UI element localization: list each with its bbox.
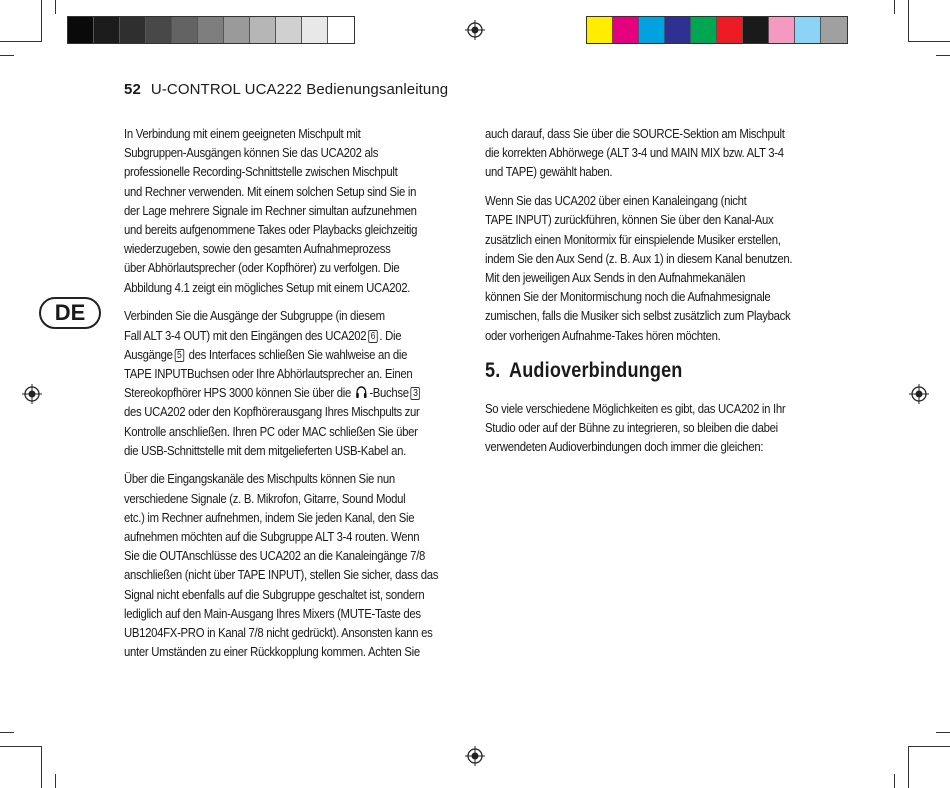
text-line: Studio oder auf der Bühne zu integrieren, so bleiben die dabei — [485, 419, 778, 435]
crop-mark — [894, 0, 895, 14]
color-swatch — [276, 17, 302, 43]
registration-mark-icon — [465, 20, 485, 40]
registration-mark-icon — [22, 384, 42, 404]
text-line: wiederzugeben, sowie den gesamten Aufnahmeprozess — [124, 241, 391, 257]
color-swatch — [743, 17, 769, 43]
document-title: U-CONTROL UCA222 Bedienungsanleitung — [150, 81, 449, 98]
text-run: . Die — [379, 327, 402, 343]
color-swatch — [94, 17, 120, 43]
text-line: TAPE INPUT) zurückführen, können Sie über den Kanal-Aux — [485, 212, 774, 228]
text-line: die korrekten Abhörwege (ALT 3-4 und MAIN MIX bzw. ALT 3-4 — [485, 145, 784, 161]
text-line: So viele verschiedene Möglichkeiten es gibt, das UCA202 in Ihr — [485, 400, 786, 416]
text-line: unter Umständen zu einer Rückkopplung kommen. Achten Sie — [124, 644, 420, 660]
color-swatch — [717, 17, 743, 43]
text-line: lediglich auf den Main-Ausgang Ihres Mixers (MUTE-Taste des — [124, 605, 421, 621]
registration-mark-icon — [465, 746, 485, 766]
crop-mark — [0, 732, 14, 733]
crop-mark — [41, 746, 42, 788]
reference-number-box: 3 — [411, 387, 421, 400]
crop-mark — [0, 55, 14, 56]
text-line: die USB-Schnittstelle mit dem mitgelieferten USB-Kabel an. — [124, 442, 406, 458]
crop-mark — [0, 41, 42, 42]
color-swatch — [691, 17, 717, 43]
color-swatch — [639, 17, 665, 43]
page-number: 52 — [124, 81, 141, 98]
text-line: auch darauf, dass Sie über die SOURCE-Sektion am Mischpult — [485, 126, 785, 141]
text-line: über Abhörlautsprecher (oder Kopfhörer) zu verfolgen. Die — [124, 260, 400, 276]
registration-mark-icon — [909, 384, 929, 404]
text-line: professionelle Recording-Schnittstelle zwischen Mischpult — [124, 164, 398, 180]
text-line: des UCA202 oder den Kopfhörerausgang Ihres Mischpults zur — [124, 404, 420, 420]
text-run: -Buchse — [369, 385, 409, 401]
text-line: Verbinden Sie die Ausgänge der Subgruppe (in diesem — [124, 308, 385, 324]
left-column — [124, 124, 465, 671]
reference-number-box: 6 — [368, 330, 378, 343]
crop-mark — [908, 0, 909, 42]
crop-mark — [908, 746, 909, 788]
text-line: In Verbindung mit einem geeigneten Mischpult mit — [124, 126, 361, 141]
paragraph — [485, 191, 826, 345]
section-title: Audioverbindungen — [509, 358, 683, 382]
color-swatch — [769, 17, 795, 43]
text-line: und Rechner verwenden. Mit einem solchen Setup sind Sie in — [124, 183, 417, 199]
crop-mark — [908, 746, 950, 747]
paragraph — [124, 469, 465, 661]
text-run: Fall ALT 3-4 OUT) mit den Eingängen des UCA202 — [124, 327, 367, 343]
crop-mark — [936, 732, 950, 733]
color-swatch — [146, 17, 172, 43]
text-line: oder vorherigen Aufnahme-Takes hören möchten. — [485, 327, 721, 343]
color-swatch — [821, 17, 847, 43]
headphones-icon — [356, 386, 368, 398]
color-swatch — [198, 17, 224, 43]
process-color-bar — [586, 16, 848, 44]
color-swatch — [328, 17, 354, 43]
crop-mark — [41, 0, 42, 42]
color-swatch — [613, 17, 639, 43]
right-column — [485, 124, 826, 466]
text-line: Sie die OUTAnschlüsse des UCA202 an die Kanaleingänge 7/8 — [124, 548, 426, 564]
text-line — [124, 326, 465, 345]
text-line: verwendeten Audioverbindungen doch immer die gleichen: — [485, 439, 764, 455]
text-line: der Lage mehrere Signale im Rechner simultan aufzunehmen — [124, 202, 417, 218]
text-line: Signal nicht ebenfalls auf die Subgruppe geschaltet ist, sondern — [124, 586, 425, 602]
paragraph — [124, 306, 465, 460]
grayscale-color-bar — [67, 16, 355, 44]
text-line: Über die Eingangskanäle des Mischpults können Sie nun — [124, 471, 395, 487]
crop-mark — [894, 774, 895, 788]
text-line: zumischen, falls die Musiker sich selbst zusätzlich zum Playback — [485, 308, 791, 324]
paragraph — [124, 124, 465, 297]
text-line: Subgruppen-Ausgängen können Sie das UCA202 als — [124, 145, 379, 161]
section-number: 5. — [485, 358, 501, 382]
text-run: des Interfaces schließen Sie wahlweise an die — [185, 346, 408, 362]
text-line: und TAPE) gewählt haben. — [485, 164, 613, 180]
color-swatch — [302, 17, 328, 43]
color-swatch — [795, 17, 821, 43]
color-swatch — [68, 17, 94, 43]
text-line: etc.) im Rechner aufnehmen, indem Sie jeden Kanal, den Sie — [124, 509, 415, 525]
color-swatch — [587, 17, 613, 43]
crop-mark — [55, 0, 56, 14]
text-line: zusätzlich einen Monitormix für einspielende Musiker erstellen, — [485, 231, 781, 247]
text-line: Mit den jeweiligen Aux Sends in den Aufnahmekanälen — [485, 269, 746, 285]
color-swatch — [172, 17, 198, 43]
text-line: verschiedene Signale (z. B. Mikrofon, Gitarre, Sound Modul — [124, 490, 406, 506]
text-line: TAPE INPUTBuchsen oder Ihre Abhörlautsprecher an. Einen — [124, 365, 413, 381]
color-swatch — [250, 17, 276, 43]
paragraph — [485, 399, 826, 457]
crop-mark — [936, 55, 950, 56]
language-tab: DE — [39, 297, 101, 329]
text-line: UB1204FX-PRO in Kanal 7/8 nicht gedrückt). Ansonsten kann es — [124, 625, 433, 641]
text-line: aufnehmen möchten auf die Subgruppe ALT 3-4 routen. Wenn — [124, 529, 420, 545]
color-swatch — [665, 17, 691, 43]
crop-mark — [908, 41, 950, 42]
section-heading — [485, 359, 826, 383]
text-line: Abbildung 4.1 zeigt ein mögliches Setup mit einem UCA202. — [124, 279, 411, 295]
text-line: können Sie der Monitormischung noch die Aufnahmesignale — [485, 289, 771, 305]
text-run: Stereokopfhörer HPS 3000 können Sie über die — [124, 385, 351, 401]
text-line: Kontrolle anschließen. Ihren PC oder MAC schließen Sie über — [124, 423, 418, 439]
text-line: indem Sie den Aux Send (z. B. Aux 1) in diesem Kanal benutzen. — [485, 250, 793, 266]
crop-mark — [55, 774, 56, 788]
text-line: anschließen (nicht über TAPE INPUT), stellen Sie sicher, dass das — [124, 567, 439, 583]
text-line — [124, 383, 465, 402]
text-run: Ausgänge — [124, 346, 173, 362]
text-line: und bereits aufgenommene Takes oder Playbacks gleichzeitig — [124, 222, 418, 238]
crop-mark — [0, 746, 42, 747]
text-line — [124, 345, 465, 364]
running-header — [124, 81, 448, 98]
color-swatch — [120, 17, 146, 43]
paragraph — [485, 124, 826, 182]
reference-number-box: 5 — [174, 349, 184, 362]
text-line: Wenn Sie das UCA202 über einen Kanaleingang (nicht — [485, 193, 747, 209]
color-swatch — [224, 17, 250, 43]
